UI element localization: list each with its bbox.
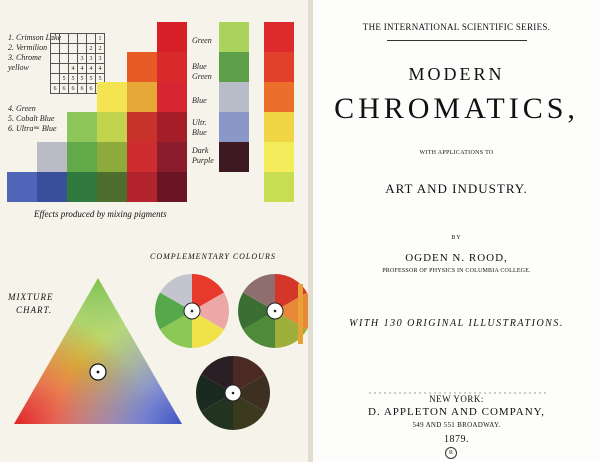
number-cell: 5: [69, 74, 78, 84]
swatch: [264, 112, 294, 142]
swatch: [157, 172, 187, 202]
complementary-title: COMPLEMENTARY COLOURS: [150, 252, 276, 261]
swatch: [219, 112, 249, 142]
swatch: [219, 82, 249, 112]
author-name: OGDEN N. ROOD,: [405, 252, 508, 264]
number-cell: 5: [78, 74, 87, 84]
swatch: [264, 82, 294, 112]
complementary-wheel-light: [153, 272, 231, 350]
number-cell: 5: [60, 74, 69, 84]
legend-item-green: 4. Green: [8, 104, 36, 113]
swatch: [219, 142, 249, 172]
number-cell: 6: [51, 84, 60, 94]
number-cell: 6: [87, 84, 96, 94]
swatch: [127, 112, 157, 142]
number-cell: 3: [96, 54, 105, 64]
legend-item-vermilion: 2. Vermilion: [8, 43, 48, 52]
legend-item-ultramarine: 6. Ultraᵐᵃ Blue: [8, 124, 57, 133]
number-cell: 2: [96, 44, 105, 54]
label-blue-green: Blue Green: [192, 62, 212, 81]
swatch: [157, 52, 187, 82]
label-dark-purple: Dark Purple: [192, 146, 214, 165]
series-rule: [387, 40, 527, 41]
number-cell: 6: [69, 84, 78, 94]
author-affiliation: PROFESSOR OF PHYSICS IN COLUMBIA COLLEGE.: [382, 268, 531, 274]
swatch: [97, 172, 127, 202]
swatch: [264, 172, 294, 202]
swatch: [157, 22, 187, 52]
publisher-name: D. APPLETON AND COMPANY,: [368, 406, 545, 418]
legend-item-yellow: yellow: [8, 63, 29, 72]
swatch: [264, 142, 294, 172]
swatch: [264, 52, 294, 82]
complementary-wheel-dark: [194, 354, 272, 432]
series-name: THE INTERNATIONAL SCIENTIFIC SERIES.: [362, 22, 551, 32]
number-cell: 5: [96, 74, 105, 84]
swatch: [157, 142, 187, 172]
number-cell: 6: [78, 84, 87, 94]
number-cell: 4: [96, 64, 105, 74]
number-cell: 4: [87, 64, 96, 74]
mixture-title: MIXTURE: [8, 292, 54, 302]
label-blue: Blue: [192, 96, 207, 105]
number-cell: 5: [87, 74, 96, 84]
legend-item-cobalt: 5. Cobalt Blue: [8, 114, 55, 123]
swatch: [157, 112, 187, 142]
legend-item-crimson: 1. Crimson Lake: [8, 33, 62, 42]
illustrations-line: WITH 130 ORIGINAL ILLUSTRATIONS.: [349, 318, 564, 329]
legend-item-chrome: 3. Chrome: [8, 53, 42, 62]
swatch: [127, 142, 157, 172]
publisher-city: NEW YORK:: [429, 394, 484, 404]
publisher-address: 549 AND 551 BROADWAY.: [412, 421, 501, 429]
swatch: [67, 142, 97, 172]
swatch: [37, 172, 67, 202]
swatch: [7, 172, 37, 202]
title-page: [313, 0, 600, 462]
swatch: [264, 22, 294, 52]
ornamental-rule: [369, 383, 549, 389]
number-cell: 4: [78, 64, 87, 74]
swatch: [157, 82, 187, 112]
with-applications: WITH APPLICATIONS TO: [419, 150, 494, 156]
swatch: [97, 112, 127, 142]
library-stamp: R: [445, 447, 457, 459]
number-cell: 6: [60, 84, 69, 94]
number-cell: 3: [87, 54, 96, 64]
swatch: [127, 82, 157, 112]
swatch: [67, 172, 97, 202]
swatch: [219, 22, 249, 52]
swatch: [97, 82, 127, 112]
number-cell: 4: [69, 64, 78, 74]
publication-year: 1879.: [444, 434, 469, 445]
label-green: Green: [192, 36, 212, 45]
mixing-caption: Effects produced by mixing pigments: [34, 209, 167, 219]
number-cell: 3: [78, 54, 87, 64]
swatch: [127, 172, 157, 202]
swatch: [127, 52, 157, 82]
swatch: [219, 52, 249, 82]
by-line: BY: [451, 235, 462, 241]
title-modern: MODERN: [408, 64, 505, 84]
chart-title: CHART.: [16, 305, 53, 315]
number-cell: 1: [96, 34, 105, 44]
page-edge-tab: [298, 284, 303, 344]
number-cell: 2: [87, 44, 96, 54]
swatch: [67, 112, 97, 142]
title-chromatics: CHROMATICS,: [334, 92, 579, 125]
label-ultra-blue: Ultr. Blue: [192, 118, 207, 137]
art-and-industry: ART AND INDUSTRY.: [385, 181, 528, 196]
swatch: [37, 142, 67, 172]
swatch: [97, 142, 127, 172]
